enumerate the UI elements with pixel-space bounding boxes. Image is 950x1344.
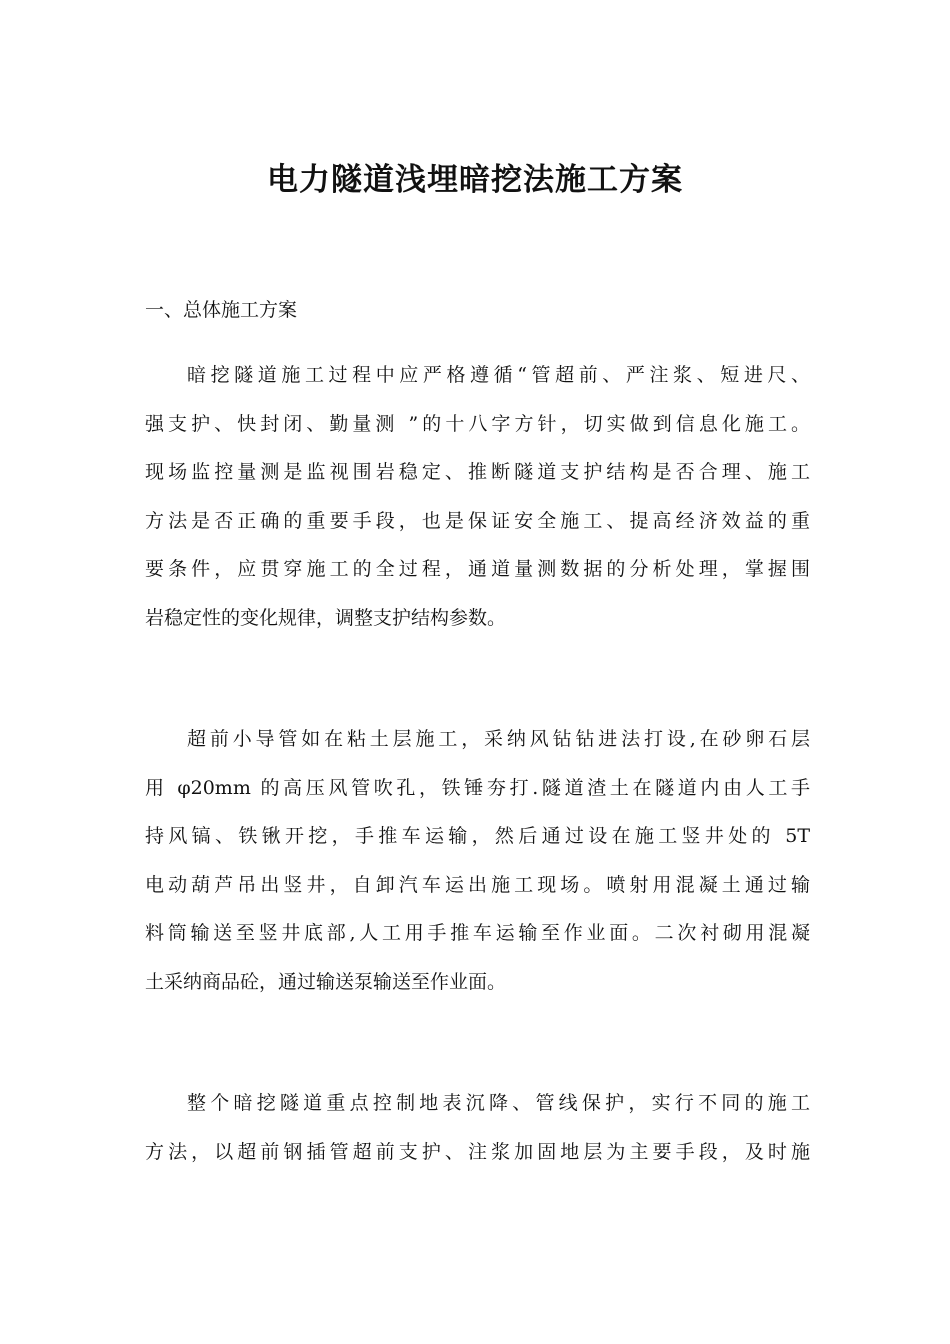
paragraph-line: 岩稳定性的变化规律，调整支护结构参数。 <box>145 606 507 629</box>
paragraph-line: 电动葫芦吊出竖井，自卸汽车运出施工现场。喷射用混凝土通过输 <box>145 873 810 896</box>
document-title: 电力隧道浅埋暗挖法施工方案 <box>267 162 683 198</box>
paragraph-line: 整个暗挖隧道重点控制地表沉降、管线保护，实行不同的施工 <box>187 1092 810 1114</box>
paragraph-line: 强支护、快封闭、勤量测 ”的十八字方针，切实做到信息化施工。 <box>145 412 810 435</box>
section-heading: 一、总体施工方案 <box>145 299 298 321</box>
paragraph-3 <box>145 1079 810 1176</box>
paragraph-1 <box>145 351 810 642</box>
paragraph-line: 超前小导管如在粘土层施工，采纳风钻钻进法打设,在砂卵石层 <box>187 728 810 750</box>
paragraph-line: 方法是否正确的重要手段，也是保证安全施工、提高经济效益的重 <box>145 509 810 532</box>
paragraph-line: 用 φ20mm 的高压风管吹孔，铁锤夯打.隧道渣土在隧道内由人工手 <box>145 776 810 799</box>
paragraph-line: 要条件，应贯穿施工的全过程，通道量测数据的分析处理，掌握围 <box>145 558 810 580</box>
paragraph-line: 方法，以超前钢插管超前支护、注浆加固地层为主要手段，及时施 <box>145 1140 810 1163</box>
paragraph-line: 料筒输送至竖井底部,人工用手推车运输至作业面。二次衬砌用混凝 <box>145 922 810 944</box>
paragraph-line: 暗挖隧道施工过程中应严格遵循“管超前、严注浆、短进尺、 <box>187 364 810 386</box>
paragraph-2 <box>145 715 810 1006</box>
paragraph-line: 土采纳商品砼，通过输送泵输送至作业面。 <box>145 970 507 993</box>
paragraph-line: 持风镐、铁锹开挖，手推车运输，然后通过设在施工竖井处的 5T <box>145 825 810 847</box>
paragraph-line: 现场监控量测是监视围岩稳定、推断隧道支护结构是否合理、施工 <box>145 461 810 483</box>
